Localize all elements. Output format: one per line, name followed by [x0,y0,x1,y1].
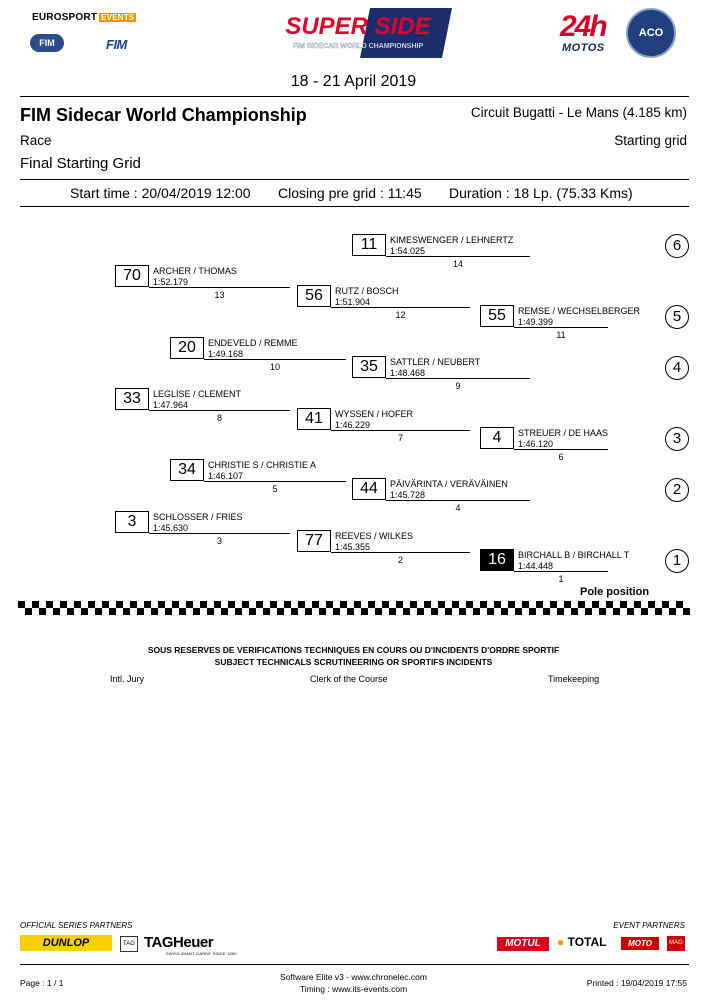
flag-square [102,601,109,608]
flag-square [74,601,81,608]
flag-square [291,608,298,615]
printed-timestamp: Printed : 19/04/2019 17:55 [586,978,687,988]
flag-square [389,608,396,615]
flag-square [466,601,473,608]
tagheuer-tagline: SWISS AVANT-GARDE SINCE 1860 [166,951,237,956]
flag-square [88,601,95,608]
flag-square [67,608,74,615]
grid-lap-time: 1:44.448 [518,561,554,571]
tagheuer-shield-icon: TAG [120,936,138,952]
divider [20,206,689,207]
grid-number-16: 16 [480,549,514,571]
flag-square [109,608,116,615]
flag-square [242,601,249,608]
flag-square [634,601,641,608]
flag-square [193,608,200,615]
grid-crew-name: ARCHER / THOMAS [153,266,237,276]
event-dates: 18 - 21 April 2019 [290,73,417,90]
flag-square [487,608,494,615]
flag-square [564,601,571,608]
row-number-circle: 3 [665,427,689,451]
flag-square [151,608,158,615]
flag-square [515,608,522,615]
fim-small-logo: FIM [30,34,64,52]
grid-slot-line [514,449,608,450]
closing-pre-grid: Closing pre grid : 11:45 [278,185,422,201]
flag-square [438,601,445,608]
flag-square [648,601,655,608]
flag-square [298,601,305,608]
flag-square [550,601,557,608]
total-logo: ● TOTAL [557,935,607,949]
circuit-name: Circuit Bugatti - Le Mans (4.185 km) [470,105,687,120]
grid-crew-name: RUTZ / BOSCH [335,286,399,296]
flag-square [431,608,438,615]
eurosport-text: EUROSPORT [32,12,98,23]
grid-crew-name: LEGLISE / CLEMENT [153,389,242,399]
divider [20,179,689,180]
flag-square [333,608,340,615]
grid-lap-time: 1:45.355 [335,542,371,552]
grid-lap-time: 1:45.630 [153,523,189,533]
flag-square [144,601,151,608]
document-title: Final Starting Grid [20,155,141,172]
flag-square [396,601,403,608]
flag-square [214,601,221,608]
flag-square [480,601,487,608]
flag-square [235,608,242,615]
flag-square [459,608,466,615]
flag-square [319,608,326,615]
flag-square [403,608,410,615]
lemans-motos-text: MOTOS [562,42,605,54]
grid-position: 5 [272,484,278,494]
grid-position: 9 [455,381,461,391]
flag-square [410,601,417,608]
document-type: Starting grid [614,133,687,148]
flag-square [53,608,60,615]
flag-square [186,601,193,608]
grid-crew-name: KIMESWENGER / LEHNERTZ [390,235,514,245]
flag-square [592,601,599,608]
session-name: Race [20,133,52,148]
grid-position: 4 [455,503,461,513]
flag-square [25,608,32,615]
grid-crew-name: BIRCHALL B / BIRCHALL T [518,550,630,560]
grid-lap-time: 1:46.229 [335,420,371,430]
flag-square [620,601,627,608]
flag-square [305,608,312,615]
flag-square [529,608,536,615]
timing-credit: Timing : www.its-events.com [299,984,408,994]
grid-slot-line [149,410,290,411]
flag-square [340,601,347,608]
grid-number-56: 56 [297,285,331,307]
flag-square [536,601,543,608]
grid-lap-time: 1:49.399 [518,317,554,327]
grid-number-44: 44 [352,478,386,500]
pole-position-label: Pole position [580,586,650,598]
grid-slot-line [514,571,608,572]
row-number-circle: 5 [665,305,689,329]
grid-crew-name: SATTLER / NEUBERT [390,357,481,367]
grid-slot-line [204,481,346,482]
grid-slot-line [386,378,530,379]
flag-square [256,601,263,608]
grid-lap-time: 1:49.168 [208,349,244,359]
grid-crew-name: REMSE / WECHSELBERGER [518,306,641,316]
flag-square [676,601,683,608]
flag-square [200,601,207,608]
grid-position: 6 [558,452,564,462]
grid-lap-time: 1:51.904 [335,297,371,307]
flag-square [263,608,270,615]
grid-number-33: 33 [115,388,149,410]
flag-square [172,601,179,608]
grid-slot-line [514,327,608,328]
start-time: Start time : 20/04/2019 12:00 [70,185,251,201]
dunlop-logo: DUNLOP [20,935,112,951]
grid-lap-time: 1:54.025 [390,246,426,256]
grid-number-34: 34 [170,459,204,481]
superside-main-text: SUPER SIDE [285,13,431,40]
grid-position: 3 [216,536,222,546]
flag-square [116,601,123,608]
flag-square [81,608,88,615]
championship-title: FIM Sidecar World Championship [20,105,307,125]
aco-logo: ACO [626,8,676,58]
flag-square [662,601,669,608]
grid-number-11: 11 [352,234,386,256]
superside-logo [262,6,454,60]
grid-crew-name: PÄIVÄRINTA / VERÄVÄINEN [390,479,508,489]
row-number-circle: 1 [665,549,689,573]
grid-number-77: 77 [297,530,331,552]
flag-square [249,608,256,615]
grid-crew-name: ENDEVELD / REMME [208,338,298,348]
grid-slot-line [386,500,530,501]
flag-square [347,608,354,615]
flag-square [228,601,235,608]
flag-square [179,608,186,615]
grid-slot-line [149,533,290,534]
grid-crew-name: SCHLOSSER / FRIES [153,512,243,522]
flag-square [578,601,585,608]
flag-square [39,608,46,615]
flag-square [669,608,676,615]
grid-number-70: 70 [115,265,149,287]
flag-square [158,601,165,608]
flag-square [326,601,333,608]
total-text: TOTAL [567,935,607,949]
flag-square [473,608,480,615]
flag-square [599,608,606,615]
grid-position: 13 [214,290,225,300]
flag-square [508,601,515,608]
motul-logo: MOTUL [497,937,549,951]
flag-square [683,608,690,615]
flag-square [445,608,452,615]
grid-number-35: 35 [352,356,386,378]
row-number-circle: 4 [665,356,689,380]
grid-lap-time: 1:47.964 [153,400,189,410]
grid-lap-time: 1:45.728 [390,490,426,500]
flag-square [501,608,508,615]
flag-square [368,601,375,608]
flag-square [277,608,284,615]
fim-logo: FIM [106,37,127,52]
grid-lap-time: 1:52.179 [153,277,189,287]
grid-number-3: 3 [115,511,149,533]
grid-number-4: 4 [480,427,514,449]
flag-square [641,608,648,615]
moto-journal-logo: MOTO [621,937,659,950]
flag-square [32,601,39,608]
notice-french: SOUS RESERVES DE VERIFICATIONS TECHNIQUES EN COURS OU D'INCIDENTS D'ORDRE SPORTIF [147,645,560,655]
grid-number-41: 41 [297,408,331,430]
grid-position: 2 [397,555,403,565]
flag-square [270,601,277,608]
eurosport-events-logo [32,12,136,23]
flag-square [284,601,291,608]
signature-clerk: Clerk of the Course [310,674,388,684]
grid-crew-name: STREUER / DE HAAS [518,428,609,438]
flag-square [655,608,662,615]
events-text: EVENTS [101,13,135,22]
grid-crew-name: CHRISTIE S / CHRISTIE A [208,460,317,470]
signature-jury: Intl. Jury [110,674,145,684]
flag-square [627,608,634,615]
tagheuer-logo [144,934,237,956]
mag-logo: MAG [667,936,685,951]
tagheuer-text: TAGHeuer [144,934,214,951]
grid-crew-name: REEVES / WILKES [335,531,414,541]
flag-square [60,601,67,608]
superside-sub-text: FIM SIDECAR WORLD CHAMPIONSHIP [292,43,424,50]
grid-position: 7 [397,433,403,443]
flag-square [571,608,578,615]
grid-lap-time: 1:46.120 [518,439,554,449]
grid-slot-line [331,552,470,553]
flag-square [123,608,130,615]
divider [20,96,689,97]
grid-number-55: 55 [480,305,514,327]
grid-slot-line [204,359,346,360]
grid-position: 10 [269,362,280,372]
grid-number-20: 20 [170,337,204,359]
flag-square [221,608,228,615]
page-number: Page : 1 / 1 [20,978,64,988]
flag-square [375,608,382,615]
flag-square [606,601,613,608]
grid-position: 14 [452,259,463,269]
flag-square [165,608,172,615]
flag-square [452,601,459,608]
grid-position: 8 [216,413,222,423]
flag-square [417,608,424,615]
grid-slot-line [149,287,290,288]
row-number-circle: 6 [665,234,689,258]
flag-square [543,608,550,615]
grid-lap-time: 1:46.107 [208,471,244,481]
flag-square [494,601,501,608]
lemans-24-logo: 24h [560,10,606,43]
grid-crew-name: WYSSEN / HOFER [335,409,414,419]
flag-square [522,601,529,608]
flag-square [557,608,564,615]
race-duration: Duration : 18 Lp. (75.33 Kms) [449,185,633,201]
flag-square [46,601,53,608]
flag-square [424,601,431,608]
grid-position: 12 [395,310,406,320]
flag-square [207,608,214,615]
grid-slot-line [331,430,470,431]
signature-timekeeping: Timekeeping [548,674,600,684]
row-number-circle: 2 [665,478,689,502]
grid-position: 1 [558,574,564,584]
flag-square [354,601,361,608]
chequered-flag-band [18,601,690,615]
flag-square [130,601,137,608]
flag-square [613,608,620,615]
grid-lap-time: 1:48.468 [390,368,426,378]
flag-square [585,608,592,615]
flag-square [312,601,319,608]
flag-square [95,608,102,615]
flag-square [18,601,25,608]
footer-divider [20,964,689,965]
flag-square [361,608,368,615]
software-credit: Software Elite v3 - www.chronelec.com [280,972,427,982]
official-partners-label: OFFICIAL SERIES PARTNERS [20,921,133,930]
notice-english: SUBJECT TECHNICALS SCRUTINEERING OR SPORTIFS INCIDENTS [214,657,493,667]
grid-position: 11 [556,330,566,340]
event-partners-label: EVENT PARTNERS [613,921,685,930]
flag-square [382,601,389,608]
grid-slot-line [386,256,530,257]
flag-square [137,608,144,615]
grid-slot-line [331,307,470,308]
